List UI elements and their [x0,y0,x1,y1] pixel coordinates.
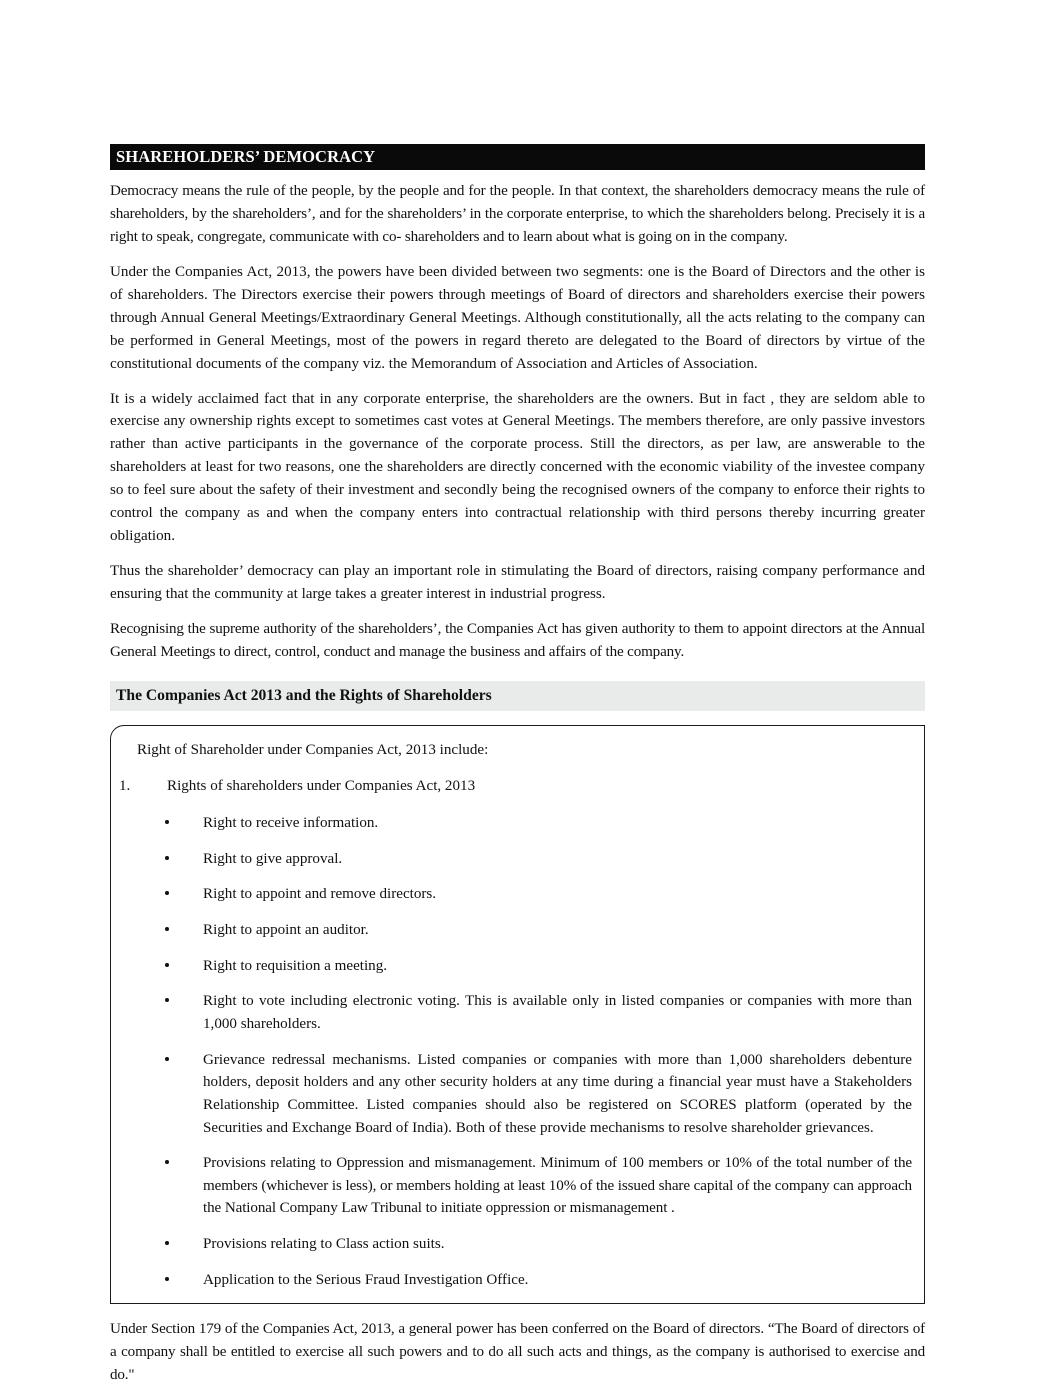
bullet-dot-icon [161,1152,203,1220]
bullet-label: Right to give approval. [203,850,343,867]
subheading-title: The Companies Act 2013 and the Rights of Shareholders [116,687,492,705]
list-item [111,1233,912,1256]
bullet-dot-icon [161,812,203,835]
closing-paragraph: Under Section 179 of the Companies Act, 2013, a general power has been conferred on the Board of directors. “The Board of directors of a company shall be entitled to exercise all such powers and to do all such acts and things, as the company is authorised to exercise and do." [110,1321,925,1384]
bullet-label: Provisions relating to Oppression and mismanagement. Minimum of 100 members or 10% of the total number of the members (whichever is less), or members holding at least 10% of the issued share capital of the company can approach the National Company Law Tribunal to initiate oppression or mismanagement . [203,1155,912,1217]
bullet-label: Right to receive information. [203,815,379,832]
closing-section [110,1318,925,1387]
list-item [111,848,912,871]
numbered-item-label: Rights of shareholders under Companies Act, 2013 [167,778,476,795]
document-body [110,180,925,1387]
bullet-label: Provisions relating to Class action suits. [203,1236,445,1253]
bullet-dot-icon [161,883,203,906]
bullet-dot-icon [161,1233,203,1256]
bullet-label: Application to the Serious Fraud Investigation Office. [203,1271,529,1288]
bullet-dot-icon [161,1049,203,1140]
paragraph-3: It is a widely acclaimed fact that in any corporate enterprise, the shareholders are the owners. But in fact , they are seldom able to exercise any ownership rights except to sometimes cast votes at General Meetings. The members therefore, are only passive investors rather than active participants in the governance of the corporate process. Still the directors, as per law, are answerable to the shareholders at least for two reasons, one the shareholders are directly concerned with the economic viability of the investee company so to feel sure about the safety of their investment and secondly being the recognised owners of the company to enforce their rights to control the company as and when the company enters into contractual relationship with third persons thereby incurring greater obligation. [110,390,925,545]
bullet-label: Right to requisition a meeting. [203,957,388,974]
bullet-dot-icon [161,990,203,1035]
list-item [111,990,912,1035]
rights-box-intro: Right of Shareholder under Companies Act, 2013 include: [137,741,489,758]
list-item [111,919,912,942]
bullet-dot-icon [161,1269,203,1292]
bullet-label: Grievance redressal mechanisms. Listed companies or companies with more than 1,000 shareholders debenture holders, deposit holders and any other security holders at any time during a financial year must have a Stakeholders Relationship Committee. Listed companies should also be registered on SCORES platform (operated by the Securities and Exchange Board of India). Both of these provide mechanisms to resolve shareholder grievances. [203,1051,912,1136]
subheading-bar [110,681,925,711]
bullet-dot-icon [161,955,203,978]
bullet-label: Right to appoint and remove directors. [203,886,437,903]
bullet-label: Right to appoint an auditor. [203,922,369,939]
document-page [110,0,925,1384]
numbered-list-item [111,775,912,798]
page-title: SHAREHOLDERS’ DEMOCRACY [116,146,376,166]
list-item [111,1049,912,1140]
list-number-marker: 1. [119,778,131,795]
section-heading-bar [110,144,925,170]
rights-bullet-list [111,812,912,1291]
list-item [111,955,912,978]
list-item [111,1269,912,1292]
paragraph-1: Democracy means the rule of the people, by the people and for the people. In that context, the shareholders democracy means the rule of shareholders, by the shareholders’, and for the shareholders’ in the corporate enterprise, to which the shareholders belong. Precisely it is a right to speak, congregate, communicate with co- shareholders and to learn about what is going on in the company. [110,183,925,245]
bullet-dot-icon [161,919,203,942]
list-item [111,1152,912,1220]
paragraph-2: Under the Companies Act, 2013, the powers have been divided between two segments: one is the Board of Directors and the other is of shareholders. The Directors exercise their powers through meetings of Board of directors and shareholders exercise their powers through Annual General Meetings/Extraordinary General Meetings. Although constitutionally, all the acts relating to the company can be performed in General Meetings, most of the powers in regard thereto are delegated to the Board of directors by virtue of the constitutional documents of the company viz. the Memorandum of Association and Articles of Association. [110,263,925,372]
paragraph-4: Thus the shareholder’ democracy can play an important role in stimulating the Board of directors, raising company performance and ensuring that the community at large takes a greater interest in industrial progress. [110,563,925,602]
list-item [111,812,912,835]
paragraph-5: Recognising the supreme authority of the shareholders’, the Companies Act has given authority to them to appoint directors at the Annual General Meetings to direct, control, conduct and manage the business and affairs of the company. [110,620,925,660]
bullet-dot-icon [161,848,203,871]
list-item [111,883,912,906]
rights-box [110,725,925,1305]
bullet-label: Right to vote including electronic voting. This is available only in listed companies or companies with more than 1,000 shareholders. [203,993,912,1032]
